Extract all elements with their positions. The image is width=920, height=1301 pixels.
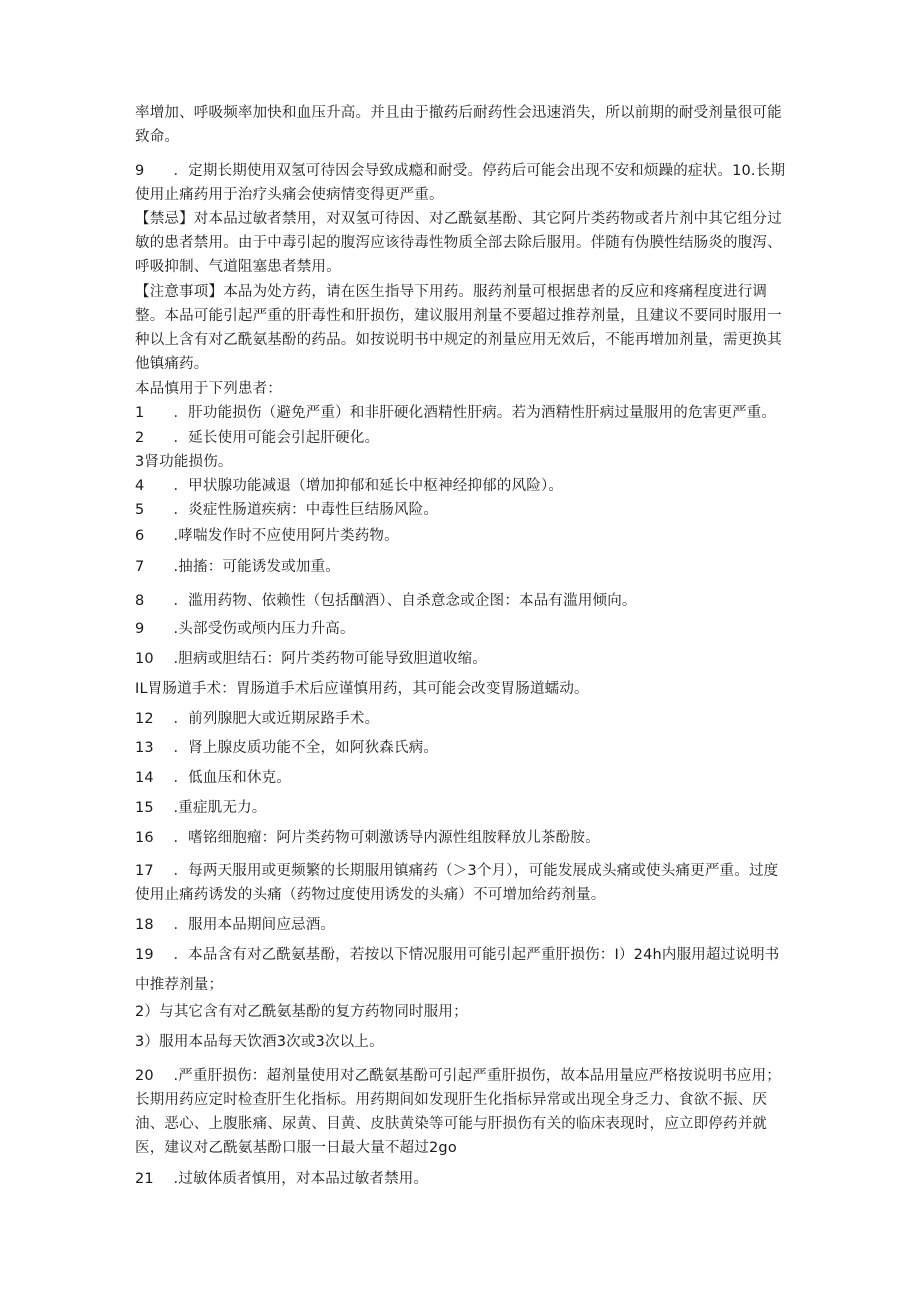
list-item: 9 .头部受伤或颅内压力升高。 xyxy=(135,621,355,637)
list-item: 1 ．肝功能损伤（避免严重）和非肝硬化酒精性肝病。若为酒精性肝病过量服用的危害更严重。 xyxy=(135,405,777,421)
list-item: 21 .过敏体质者慎用，对本品过敏者禁用。 xyxy=(135,1171,429,1187)
list-item: 17 ．每两天服用或更频繁的长期服用镇痛药（＞3个月），可能发展成头痛或使头痛更严重。过度使用止痛药诱发的头痛（药物过度使用诱发的头痛）不可增加给药剂量。 xyxy=(135,863,779,903)
list-item: 20 .严重肝损伤：超剂量使用对乙酰氨基酚可引起严重肝损伤，故本品用量应严格按说明书应用；长期用药应定时检查肝生化指标。用药期间如发现肝生化指标异常或出现全身乏力、食欲不振、厌油、恶心、上腹胀痛、尿黄、目黄、皮肤黄染等可能与肝损伤有关的临床表现时，应立即停药并就医，建议对乙酰氨基酚口服一日最大量不超过2go xyxy=(135,1068,781,1156)
list-item: 5 ．炎症性肠道疾病：中毒性巨结肠风险。 xyxy=(135,502,439,518)
list-item: 18 ．服用本品期间应忌酒。 xyxy=(135,917,336,933)
list-item: 19 ．本品含有对乙酰氨基酚，若按以下情况服用可能引起严重肝损伤：I）24h内服用超过说明书中推荐剂量； xyxy=(135,947,780,993)
list-item: 8 ．滥用药物、依赖性（包括酗酒）、自杀意念或企图：本品有滥用倾向。 xyxy=(135,593,637,609)
paragraph: 本品慎用于下列患者： xyxy=(135,381,282,397)
paragraph: 9 ．定期长期使用双氢可待因会导致成瘾和耐受。停药后可能会出现不安和烦躁的症状。10.长期使用止痛药用于治疗头痛会使病情变得更严重。 xyxy=(135,163,786,203)
paragraph: 【禁忌】对本品过敏者禁用，对双氢可待因、对乙酰氨基酚、其它阿片类药物或者片剂中其它组分过敏的患者禁用。由于中毒引起的腹泻应该待毒性物质全部去除后服用。伴随有伪膜性结肠炎的腹泻、呼吸抑制、气道阻塞患者禁用。 xyxy=(135,211,782,275)
list-item: 10 .胆病或胆结石：阿片类药物可能导致胆道收缩。 xyxy=(135,651,487,667)
list-item: 14 ．低血压和休克。 xyxy=(135,770,292,786)
paragraph: 率增加、呼吸频率加快和血压升高。并且由于撤药后耐药性会迅速消失，所以前期的耐受剂量很可能致命。 xyxy=(135,105,782,145)
list-item: 3）服用本品每天饮酒3次或3次以上。 xyxy=(135,1034,384,1050)
list-item: 6 .哮喘发作时不应使用阿片类药物。 xyxy=(135,528,399,544)
list-item: 15 .重症肌无力。 xyxy=(135,800,267,816)
list-item: IL胃肠道手术：胃肠道手术后应谨慎用药，其可能会改变胃肠道蠕动。 xyxy=(135,681,589,697)
list-item: 13 ．肾上腺皮质功能不全，如阿狄森氏病。 xyxy=(135,740,439,756)
list-item: 3肾功能损伤。 xyxy=(135,454,233,470)
list-item: 12 ．前列腺肥大或近期尿路手术。 xyxy=(135,711,380,727)
list-item: 4 ．甲状腺功能减退（增加抑郁和延长中枢神经抑郁的风险）。 xyxy=(135,478,564,494)
paragraph: 【注意事项】本品为处方药，请在医生指导下用药。服药剂量可根据患者的反应和疼痛程度进行调整。本品可能引起严重的肝毒性和肝损伤，建议服用剂量不要超过推荐剂量，且建议不要同时服用一种以上含有对乙酰氨基酚的药品。如按说明书中规定的剂量应用无效后，不能再增加剂量，需更换其他镇痛药。 xyxy=(135,284,782,372)
list-item: 7 .抽搐：可能诱发或加重。 xyxy=(135,559,340,575)
list-item: 16 ．嗜铭细胞瘤：阿片类药物可刺激诱导内源性组胺释放儿茶酚胺。 xyxy=(135,830,600,846)
list-item: 2 ．延长使用可能会引起肝硬化。 xyxy=(135,430,380,446)
list-item: 2）与其它含有对乙酰氨基酚的复方药物同时服用； xyxy=(135,1004,468,1020)
